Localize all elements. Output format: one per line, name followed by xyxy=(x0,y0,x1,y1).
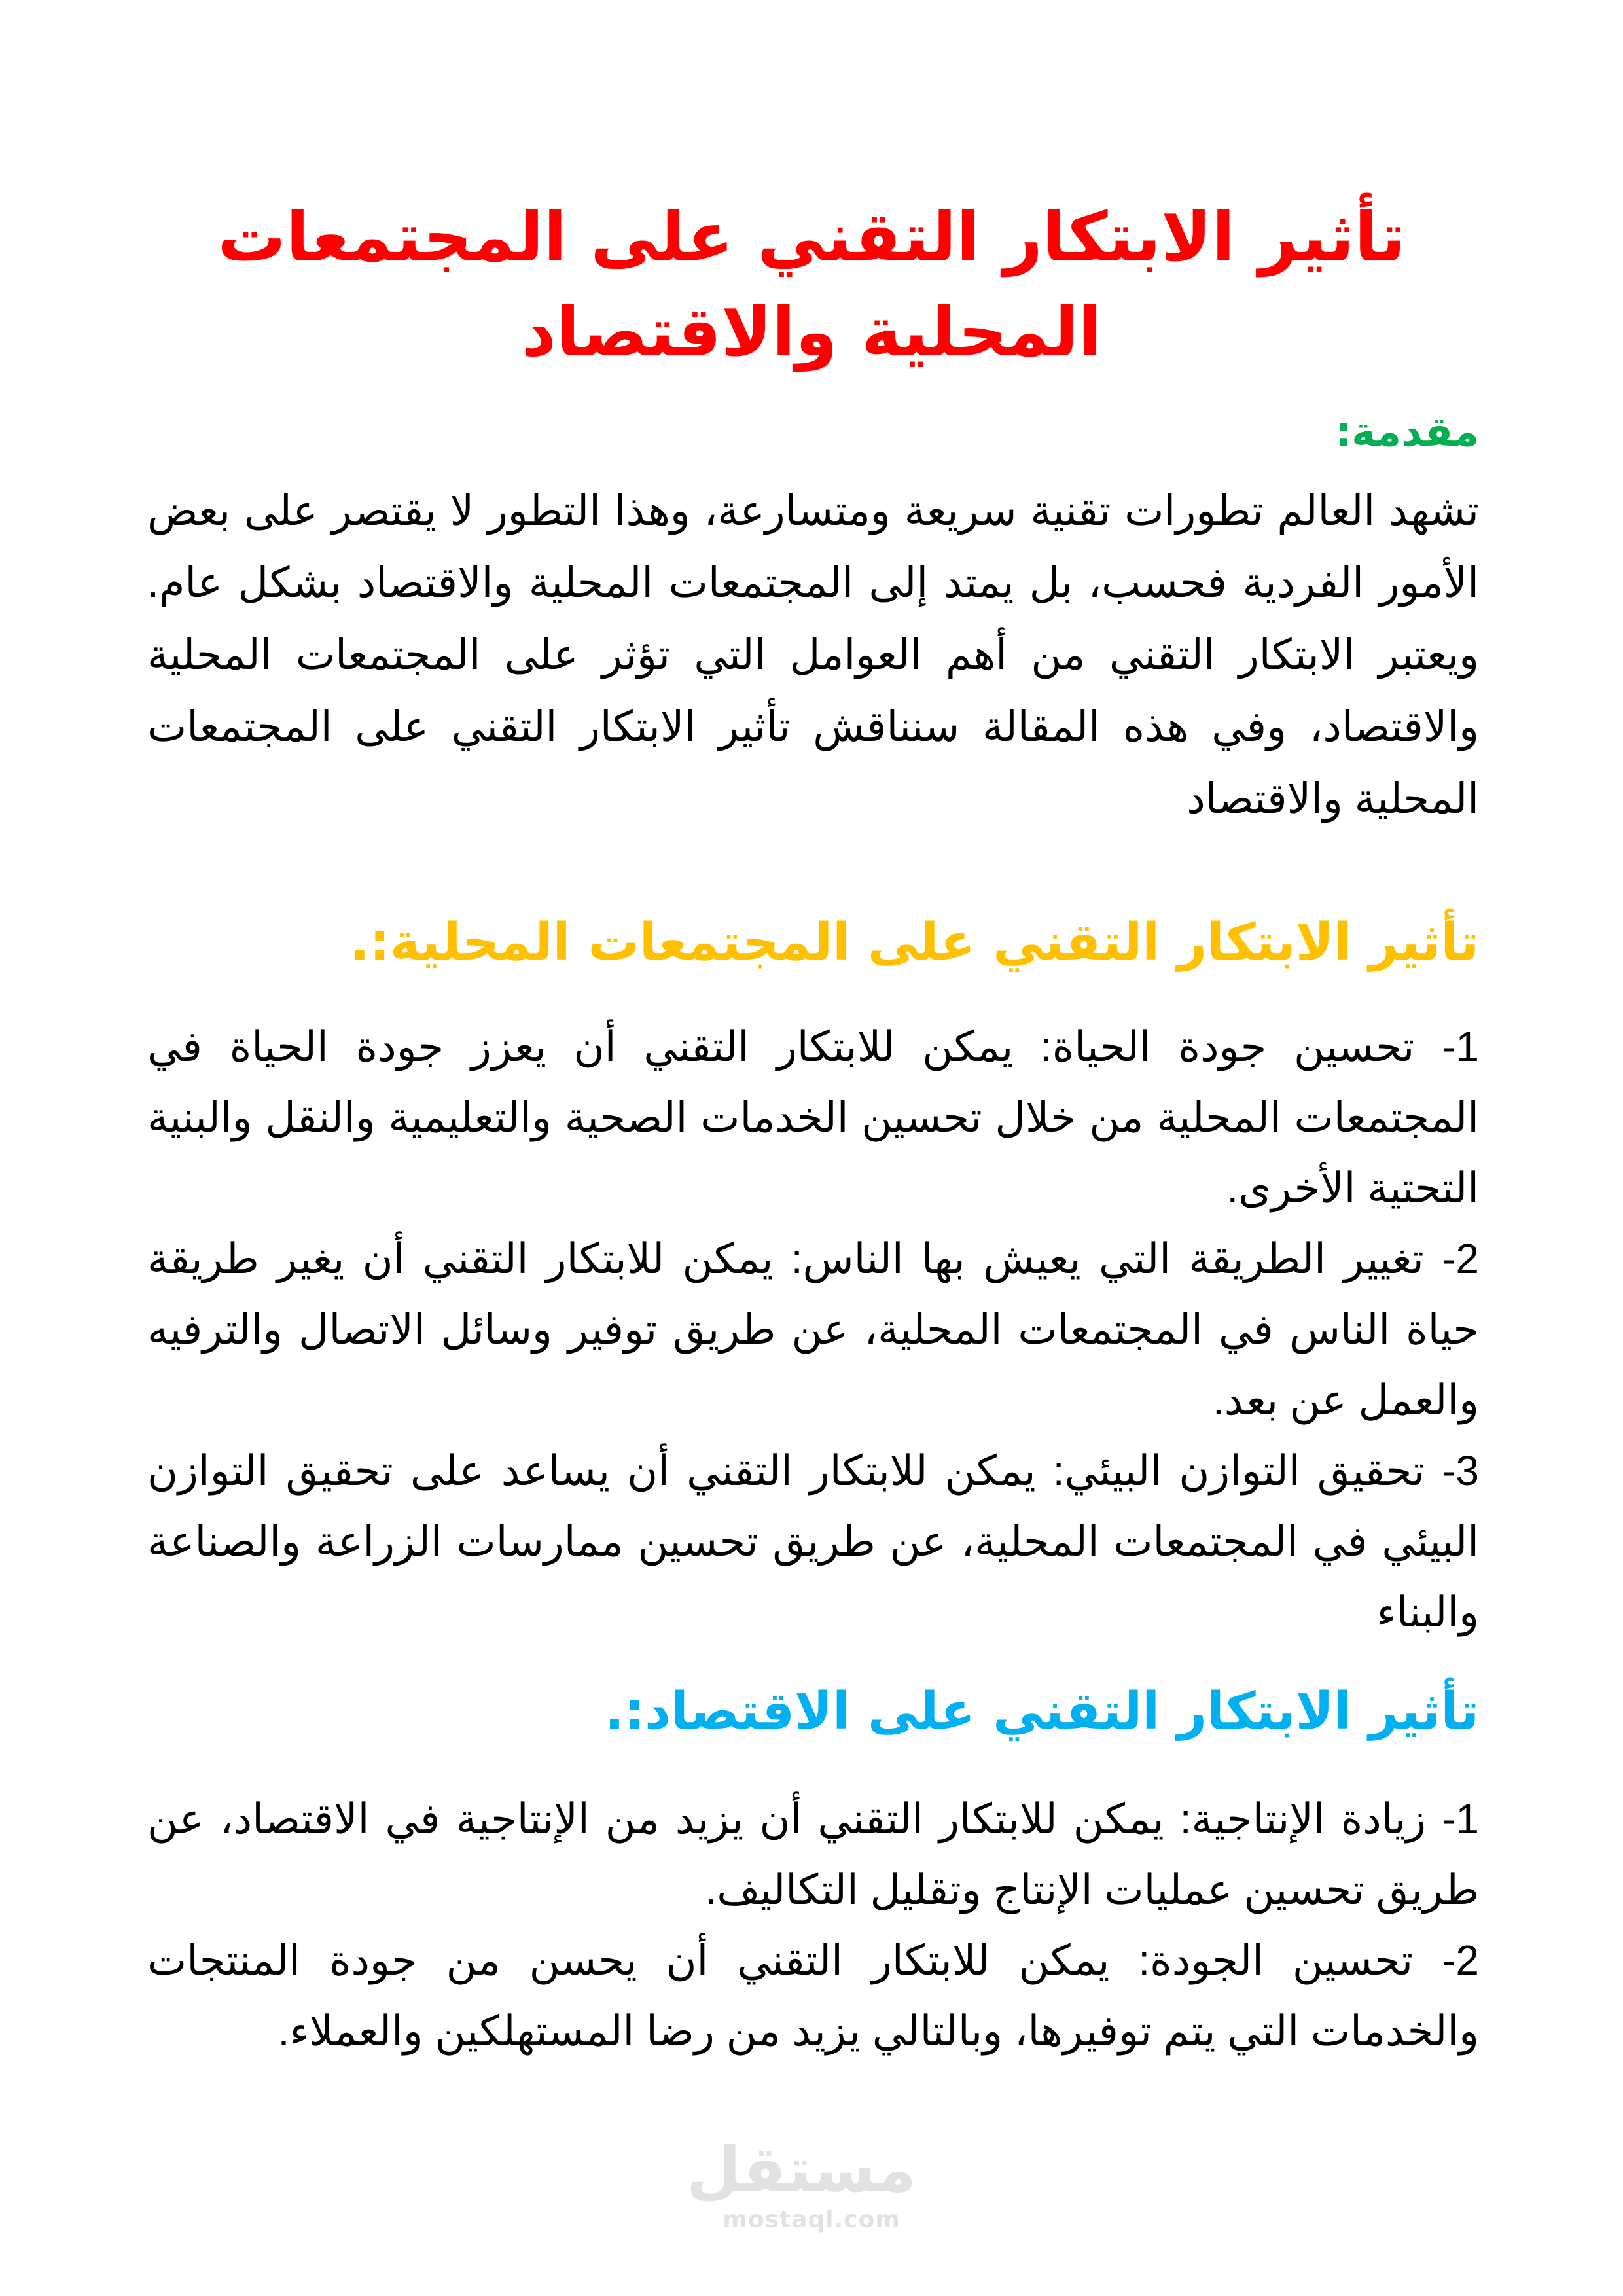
section-local-item-2: 2- تغيير الطريقة التي يعيش بها الناس: يمكن للابتكار التقني أن يغير طريقة حياة الناس في المجتمعات المحلية، عن طريق توفير وسائل الاتصال والترفيه والعمل عن بعد. xyxy=(147,1235,1480,1424)
section-local-item-1: 1- تحسين جودة الحياة: يمكن للابتكار التقني أن يعزز جودة الحياة في المجتمعات المحلية من خلال تحسين الخدمات الصحية والتعليمية والنقل والبنية التحتية الأخرى. xyxy=(147,1023,1479,1211)
section-economy-list xyxy=(147,1784,1479,2066)
intro-paragraph: تشهد العالم تطورات تقنية سريعة ومتسارعة، وهذا التطور لا يقتصر على بعض الأمور الفردية فحسب، بل يمتد إلى المجتمعات المحلية والاقتصاد بشكل عام. ويعتبر الابتكار التقني من أهم العوامل التي تؤثر على المجتمعات المحلية والاقتصاد، وفي هذه المقالة سنناقش تأثير الابتكار التقني على المجتمعات المحلية والاقتصاد xyxy=(147,487,1480,822)
section-local-heading: تأثير الابتكار التقني على المجتمعات المحلية:. xyxy=(350,913,1479,972)
section-economy-item-2: 2- تحسين الجودة: يمكن للابتكار التقني أن يحسن من جودة المنتجات والخدمات التي يتم توفيرها، وبالتالي يزيد من رضا المستهلكين والعملاء. xyxy=(147,1937,1479,2054)
document-title: تأثير الابتكار التقني على المجتمعات المحلية والاقتصاد xyxy=(217,197,1406,372)
intro-paragraph-block xyxy=(147,475,1479,834)
section-economy-item-1: 1- زيادة الإنتاجية: يمكن للابتكار التقني أن يزيد من الإنتاجية في الاقتصاد، عن طريق تحسين عمليات الإنتاج وتقليل التكاليف. xyxy=(147,1795,1479,1913)
mostaql-watermark xyxy=(686,2133,916,2234)
section-local-item-3: 3- تحقيق التوازن البيئي: يمكن للابتكار التقني أن يساعد على تحقيق التوازن البيئي في المجتمعات المحلية، عن طريق تحسين ممارسات الزراعة والصناعة والبناء xyxy=(147,1447,1480,1636)
watermark-latin-text: mostaql.com xyxy=(722,2206,901,2233)
intro-heading: مقدمة: xyxy=(1335,408,1479,456)
section-local-list xyxy=(147,1011,1479,1647)
section-economy-heading: تأثير الابتكار التقني على الاقتصاد:. xyxy=(605,1682,1479,1741)
watermark-arabic-text: مستقل xyxy=(686,2133,916,2206)
